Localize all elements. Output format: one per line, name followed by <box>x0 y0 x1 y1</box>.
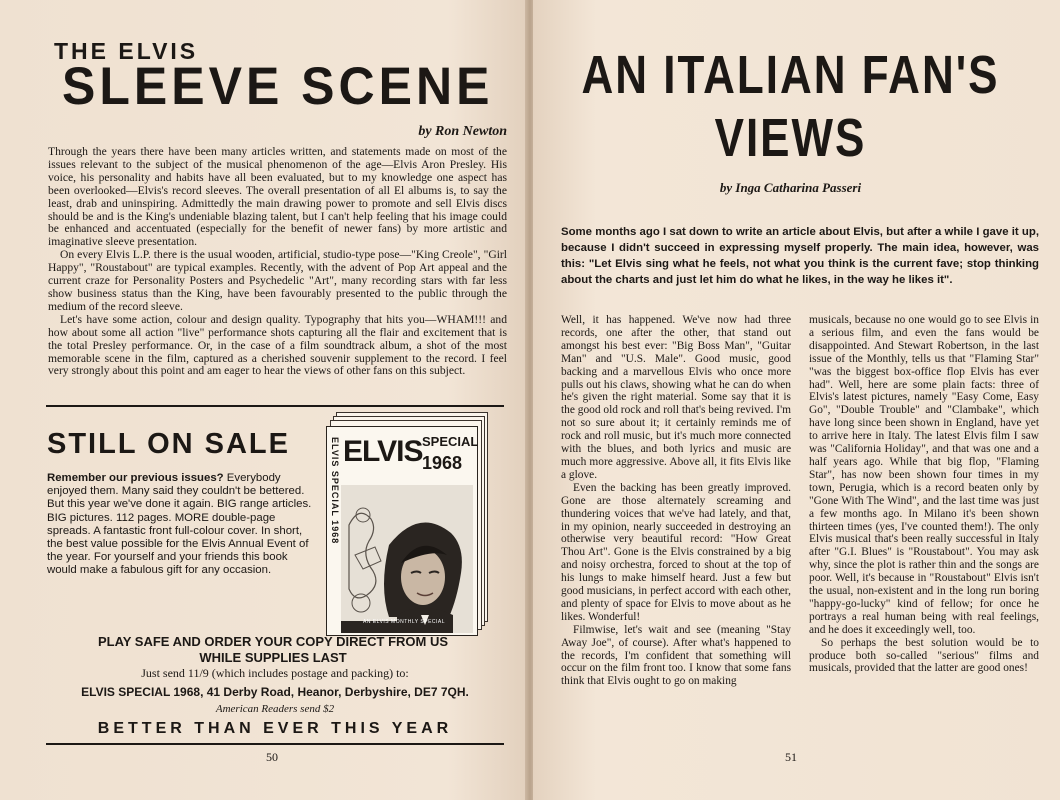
column-1 <box>561 314 791 688</box>
cover-tagline: AN ELVIS MONTHLY SPECIAL <box>363 619 446 625</box>
left-page <box>0 0 527 800</box>
column-2 <box>809 314 1039 688</box>
article-byline: by Ron Newton <box>418 124 507 139</box>
article-body <box>48 146 507 378</box>
paragraph: Through the years there have been many articles written, and statements made on most of the issues relevant to the subject of the musical phenomenon of the age—Elvis Aron Presley. His voice, his personality and habits have all been evaluated, but to my knowledge one aspect has been overlooked—Elvis's record sleeves. The overall presentation of all El albums is, to say the least, drab and uninspiring. Admittedly the main drawing power to promote and sell Elvis discs should be and is the King's undeniable blazing talent, but I can't help feeling that his image could be enhanced and accentuated (especially for the benefit of newer fans) by more artistic and imaginative sleeve presentation. <box>48 145 507 249</box>
article-intro: Some months ago I sat down to write an article about Elvis, but after a while I gave it up, because I didn't succeed in expressing myself properly. The main idea, however, was this: "Let Elvis sing what he feels, not what you think is the current fave; stop thinking about the charts and just let him do what he likes, in the way he likes it". <box>561 226 1039 286</box>
ad-slogan: BETTER THAN EVER THIS YEAR <box>97 720 453 737</box>
paragraph: On every Elvis L.P. there is the usual wooden, artificial, studio-type pose—"King Creole", "Girl Happy", "Roustabout" are typical examples. Recently, with the advent of Pop Art appeal and the current craze for Personality Posters and Psychedelic "Art", many recording stars with far less show business status than the King, have been favourably presented to the public through the medium of the record sleeve. <box>48 248 507 313</box>
article-byline: by Inga Catharina Passeri <box>719 180 862 195</box>
book-cover <box>326 426 478 636</box>
order-line-2: WHILE SUPPLIES LAST <box>199 650 347 665</box>
paragraph: Even the backing has been greatly improved. Gone are those alternately screaming and thundering voices that we've had lately, and that, in my opinion, nearly succeeded in destroying an otherwise very beautiful record: "How Great Thou Art". Gone is the Elvis constrained by a big and noisy orchestra, forced to shout at the top of his lungs to make himself heard. Just a few but good musicians, in perfect accord with each other, and plenty of space for Elvis to move about as he likes. Wonderful! <box>561 481 791 623</box>
paragraph: Filmwise, let's wait and see (meaning "Stay Away Joe", of course). After what's happened to the records, I'm confident that something will occur on the film front too. I know that some fans think that Elvis ought to go on making <box>561 623 791 688</box>
cover-artwork <box>341 485 473 633</box>
cover-year-label: 1968 <box>422 453 463 473</box>
page-number: 51 <box>785 750 797 764</box>
order-heading <box>60 634 486 666</box>
ad-lead: Remember our previous issues? <box>47 472 224 484</box>
article-headline: SLEEVE SCENE <box>62 56 494 116</box>
paragraph: musicals, because no one would go to see Elvis in a serious film, and even the fans would be disappointed. And Stewart Robertson, in the last issue of the Monthly, tells us that "Flaming Star" "was the biggest box-office flop Elvis has ever had". Well, here are some plain facts: three of Elvis's latest pictures, namely "Easy Come, Easy Go", "Double Trouble" and "Clambake", which have long since been shown in England, have yet to arrive here in Italy. The latest Elvis film I saw was "California Holiday", and that was one and a half years ago. While that big flop, "Flaming Star", has now been shown four times in my town, Perugia, which is a record beaten only by "Gone With The Wind", and the last time was just a few months ago. In Milano it's been shown thirteen times (yes, I've counted them!). The only Elvis musical that's been really successful in Italy after "G.I. Blues" is "Roustabout". You may ask why, since the plot is rather thin and the songs are poor. Well, it's because in "Roustabout" Elvis isn't the usual, non-existent and in the long run boring "happy-go-lucky" kind of fellow; for once he portrays a real human being with real feelings, and he does it exceedingly well, too. <box>809 314 1039 636</box>
divider <box>46 405 504 407</box>
order-line-1: PLAY SAFE AND ORDER YOUR COPY DIRECT FROM US <box>97 634 449 649</box>
price-line: Just send 11/9 (which includes postage and packing) to: <box>141 666 409 680</box>
order-address: ELVIS SPECIAL 1968, 41 Derby Road, Heanor, Derbyshire, DE7 7QH. <box>81 685 469 699</box>
article-headline <box>533 44 1048 171</box>
cover-elvis-logo: ELVIS <box>343 435 423 468</box>
divider <box>46 743 504 745</box>
headline-line-1: AN ITALIAN FAN'S <box>581 45 1000 105</box>
headline-line-2: VIEWS <box>714 108 867 169</box>
ad-text <box>47 472 315 578</box>
paragraph: So perhaps the best solution would be to produce both so-called "serious" films and musicals, provided that the latter are good ones! <box>809 636 1039 675</box>
ad-title: STILL ON SALE <box>47 428 290 460</box>
page-number: 50 <box>266 750 278 764</box>
book-cover-stack <box>326 412 486 634</box>
ad-body: Everybody enjoyed them. Many said they couldn't be bettered. But this year we've done it again. BIG range articles. BIG pictures. 112 pages. MORE double-page spreads. A fantastic front full-colour cover. In short, the best value possible for the Elvis Annual Event of the year. For yourself and your friends this book would make a fabulous gift for any occasion. <box>47 472 312 577</box>
right-page <box>533 0 1060 800</box>
cover-spine-text: ELVIS SPECIAL 1968 <box>330 437 340 545</box>
article-columns <box>561 314 1039 688</box>
cover-special-label: SPECIAL <box>422 434 479 449</box>
paragraph: Let's have some action, colour and design quality. Typography that hits you—WHAM!!! and how about some all action "live" performance shots capturing all the flair and excitement that is the total Presley performance. Or, in the case of a film soundtrack album, a shot of the most memorable scene in the film, captured as a cherished souvenir supplement to the record. I feel very strongly about this point and am eager to hear the views of other fans on this subject. <box>48 312 507 378</box>
article-kicker: THE ELVIS <box>54 38 199 64</box>
elvis-portrait-illustration <box>341 485 473 633</box>
american-price: American Readers send $2 <box>215 703 335 715</box>
paragraph: Well, it has happened. We've now had three records, one after the other, that stand out amongst his best ever: "Big Boss Man", "Guitar Man" and "U.S. Male". Good music, good backing and a marvellous Elvis who once more pulls out his claws, showing what he can do when he's given the right material. Some say that it is the good old rock and roll that's being revived. I'm not so sure about it; it certainly reminds me of rock and roll music, but it's much more connected with the blues, and both lyrics and music are much more aggressive. Above all, it fits Elvis like a glove. <box>561 314 791 481</box>
